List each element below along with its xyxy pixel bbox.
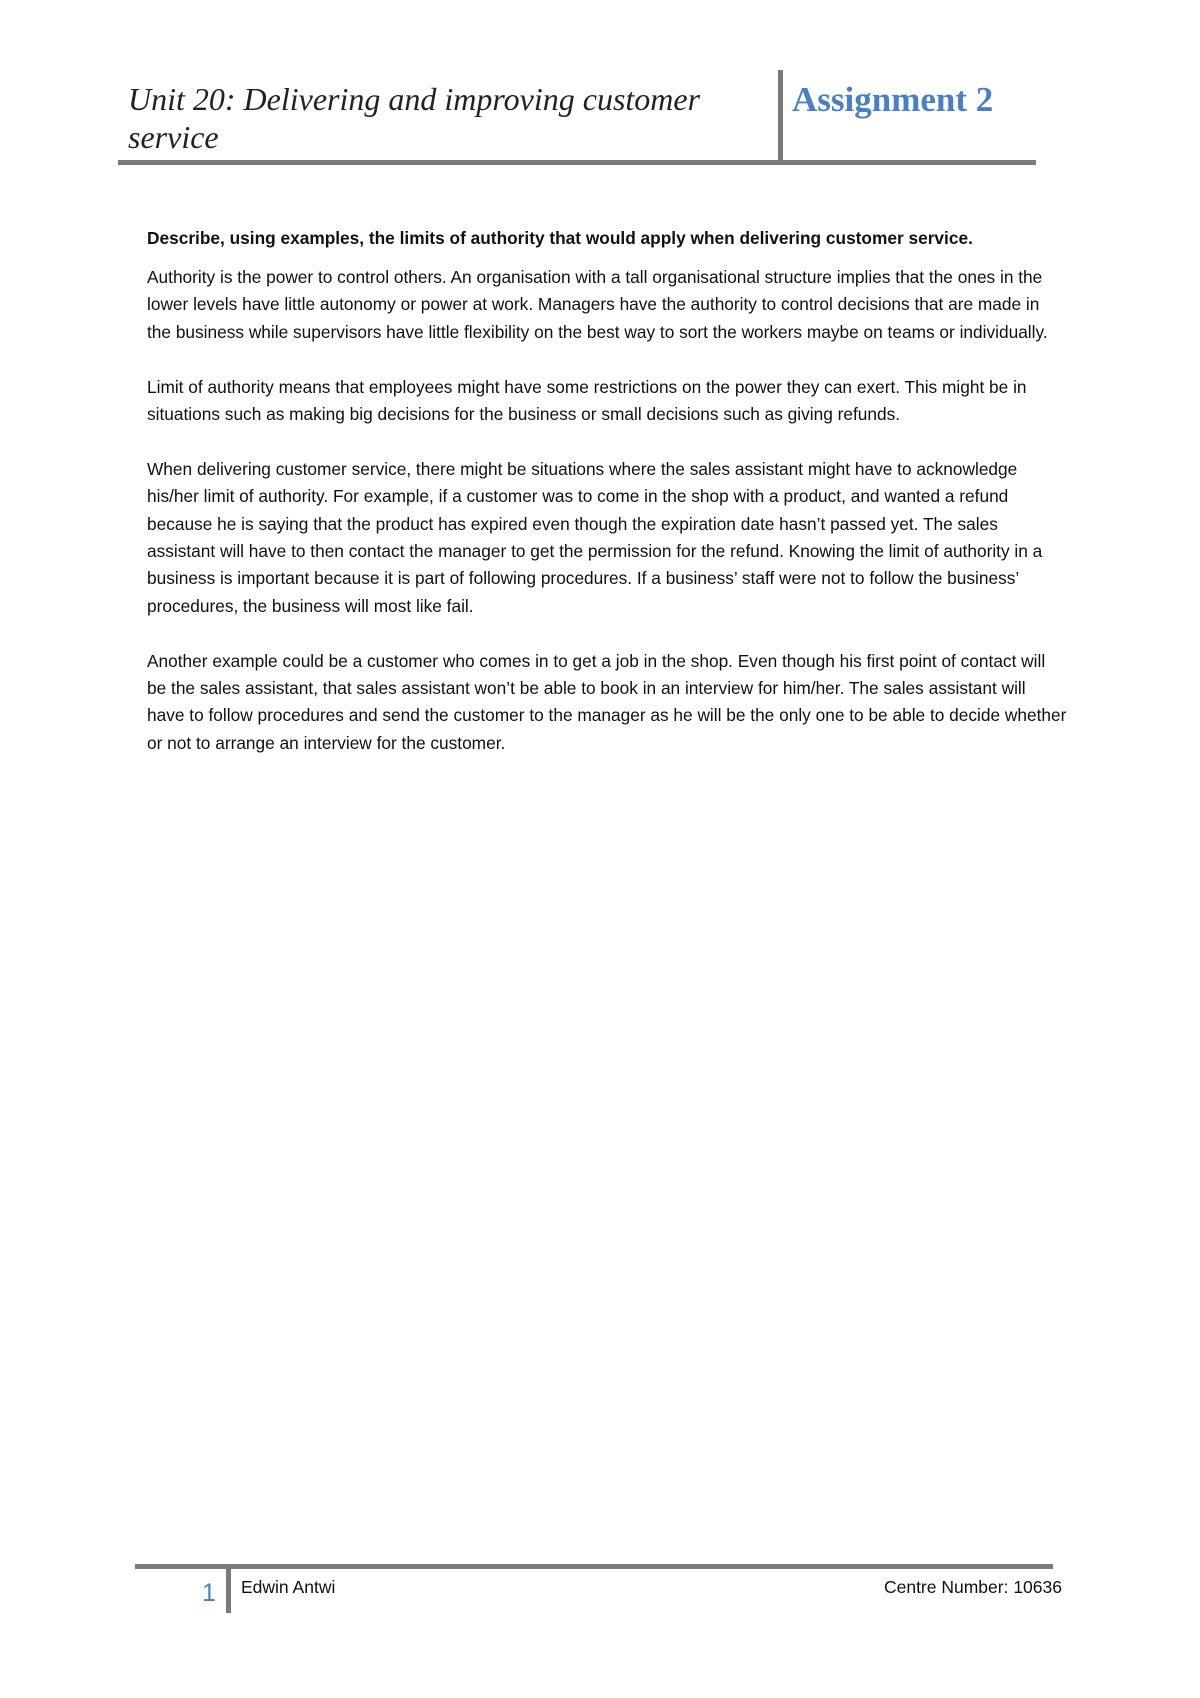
body-paragraph-4: Another example could be a customer who comes in to get a job in the shop. Even though his first point of contact will be the sales assistant, that sales assistant won’t be able to book in an interview for him/her. The sales assistant will have to follow procedures and send the customer to the manager as he will be the only one to be able to decide whether or not to arrange an interview for the customer. — [147, 650, 1067, 753]
body-paragraph-2: Limit of authority means that employees might have some restrictions on the power they can exert. This might be in situations such as making big decisions for the business or small decisions such as giving refunds. — [147, 376, 1027, 425]
question-heading: Describe, using examples, the limits of authority that would apply when delivering customer service. — [147, 228, 973, 248]
header-rule — [118, 160, 1036, 165]
footer-rule — [135, 1564, 1053, 1569]
body-paragraph-1: Authority is the power to control others. An organisation with a tall organisational structure implies that the ones in the lower levels have little autonomy or power at work. Managers have the authority to control decisions that are made in the business while supervisors have little flexibility on the best way to sort the workers maybe on teams or individually. — [147, 267, 1048, 342]
author-name: Edwin Antwi — [241, 1577, 336, 1597]
page-number: 1 — [202, 1579, 216, 1607]
footer-divider — [226, 1569, 231, 1613]
centre-number: Centre Number: 10636 — [883, 1577, 1062, 1597]
body-paragraph-3: When delivering customer service, there might be situations where the sales assistant might have to acknowledge his/her limit of authority. For example, if a customer was to come in the shop with a product, and wanted a refund because he is saying that the product has expired even though the expiration date hasn’t passed yet. The sales assistant will have to then contact the manager to get the permission for the refund. Knowing the limit of authority in a business is important because it is part of following procedures. If a business’ staff were not to follow the business’ procedures, the business will most like fail. — [147, 458, 1043, 616]
assignment-label: Assignment 2 — [792, 80, 994, 119]
header-divider — [778, 70, 783, 164]
document-body — [147, 222, 1067, 785]
document-title: Unit 20: Delivering and improving customer service — [128, 81, 701, 155]
